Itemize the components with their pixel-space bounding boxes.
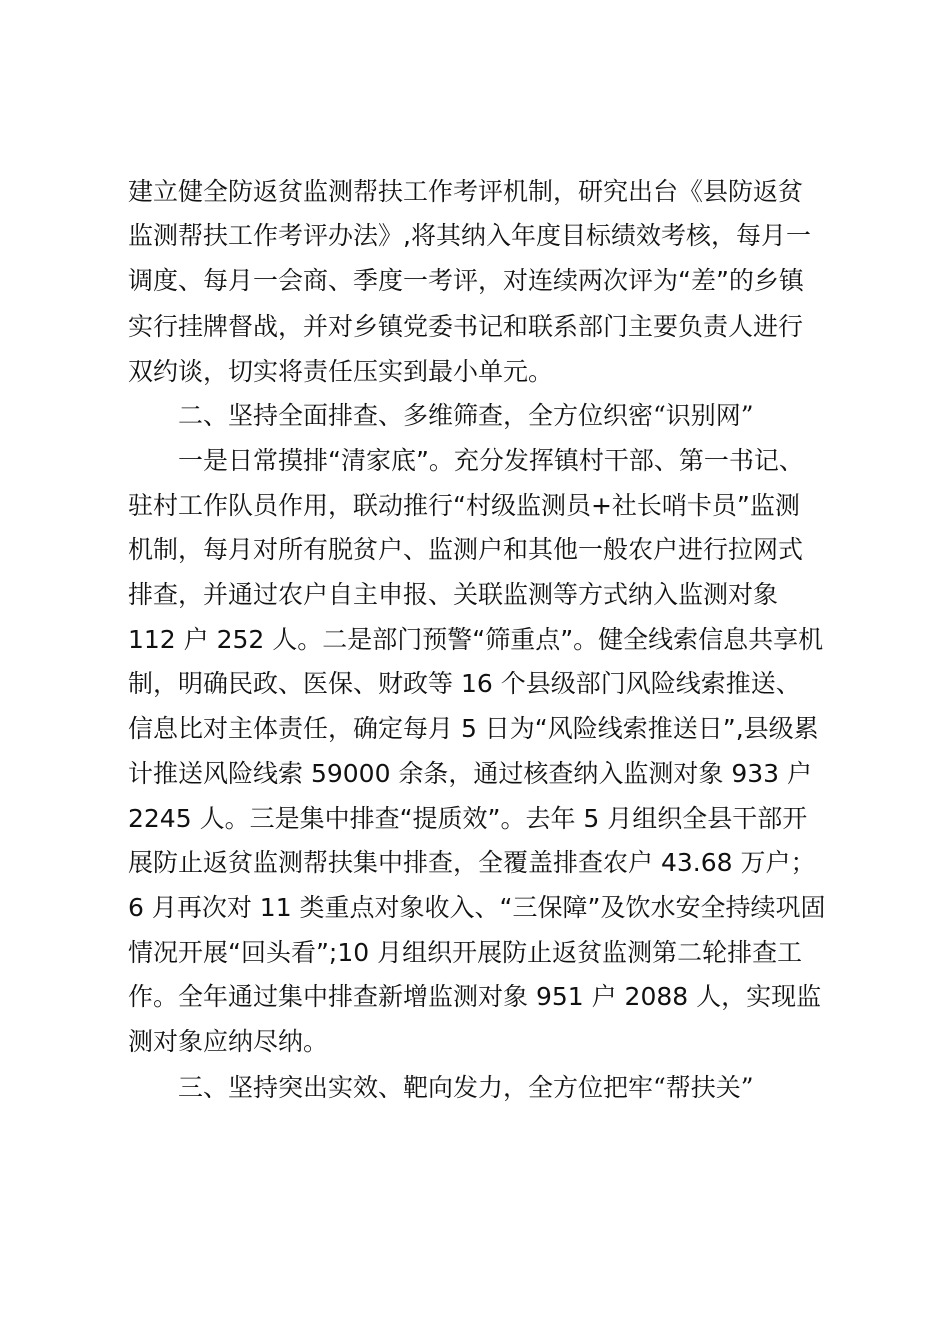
paragraph-line: 调度、每月一会商、季度一考评，对连续两次评为“差”的乡镇 bbox=[128, 266, 804, 295]
paragraph-line: 展防止返贫监测帮扶集中排查，全覆盖排查农户 43.68 万户； bbox=[128, 848, 816, 877]
section-heading-3: 三、坚持突出实效、靶向发力，全方位把牢“帮扶关” bbox=[178, 1073, 754, 1102]
paragraph-line: 机制，每月对所有脱贫户、监测户和其他一般农户进行拉网式 bbox=[128, 535, 804, 564]
paragraph-line: 监测帮扶工作考评办法》,将其纳入年度目标绩效考核，每月一 bbox=[128, 221, 811, 250]
paragraph-line: 测对象应纳尽纳。 bbox=[128, 1027, 329, 1056]
paragraph-line: 情况开展“回头看”;10 月组织开展防止返贫监测第二轮排查工 bbox=[128, 938, 803, 967]
paragraph-line: 双约谈，切实将责任压实到最小单元。 bbox=[128, 357, 554, 386]
paragraph-line: 计推送风险线索 59000 余条，通过核查纳入监测对象 933 户 bbox=[128, 759, 813, 788]
paragraph-line: 信息比对主体责任，确定每月 5 日为“风险线索推送日”,县级累 bbox=[128, 714, 819, 743]
paragraph-line: 112 户 252 人。二是部门预警“筛重点”。健全线索信息共享机 bbox=[128, 625, 824, 654]
paragraph-line: 一是日常摸排“清家底”。充分发挥镇村干部、第一书记、 bbox=[178, 446, 804, 475]
paragraph-line: 排查，并通过农户自主申报、关联监测等方式纳入监测对象 bbox=[128, 580, 779, 609]
paragraph-line: 制，明确民政、医保、财政等 16 个县级部门风险线索推送、 bbox=[128, 669, 801, 698]
paragraph-line: 实行挂牌督战，并对乡镇党委书记和联系部门主要负责人进行 bbox=[128, 312, 804, 341]
paragraph-line: 驻村工作队员作用，联动推行“村级监测员+社长哨卡员”监测 bbox=[128, 491, 800, 520]
paragraph-line: 建立健全防返贫监测帮扶工作考评机制，研究出台《县防返贫 bbox=[128, 177, 804, 206]
paragraph-line: 作。全年通过集中排查新增监测对象 951 户 2088 人，实现监 bbox=[128, 982, 822, 1011]
section-heading-2: 二、坚持全面排查、多维筛查，全方位织密“识别网” bbox=[178, 401, 754, 430]
paragraph-line: 6 月再次对 11 类重点对象收入、“三保障”及饮水安全持续巩固 bbox=[128, 893, 826, 922]
paragraph-line: 2245 人。三是集中排查“提质效”。去年 5 月组织全县干部开 bbox=[128, 804, 808, 833]
